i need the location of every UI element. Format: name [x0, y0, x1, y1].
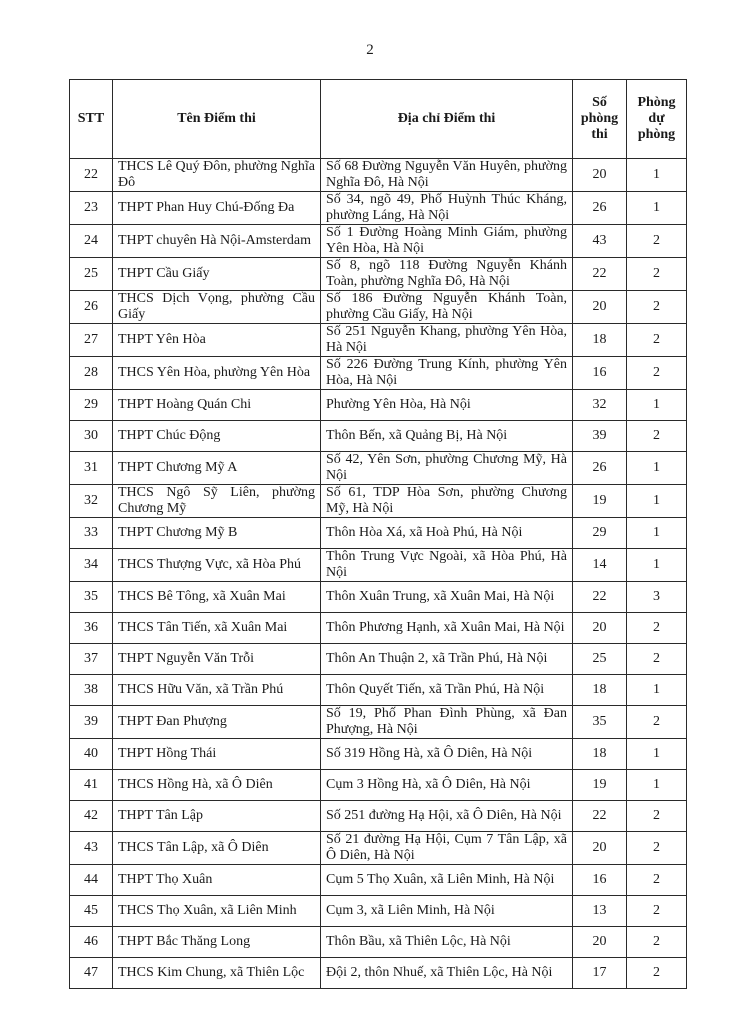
table-row: [70, 291, 687, 324]
cell-spare-rooms: 1: [627, 675, 687, 706]
cell-site-name: THPT Chúc Động: [113, 421, 321, 452]
cell-site-address: Thôn Bến, xã Quảng Bị, Hà Nội: [321, 421, 573, 452]
cell-spare-rooms: 1: [627, 452, 687, 485]
cell-stt: 28: [70, 357, 113, 390]
cell-room-count: 18: [573, 324, 627, 357]
cell-site-address: Cụm 3, xã Liên Minh, Hà Nội: [321, 896, 573, 927]
cell-spare-rooms: 2: [627, 958, 687, 989]
header-room-count: Số phòng thi: [573, 80, 627, 159]
table-row: [70, 927, 687, 958]
cell-spare-rooms: 1: [627, 192, 687, 225]
cell-stt: 37: [70, 644, 113, 675]
cell-room-count: 18: [573, 739, 627, 770]
cell-spare-rooms: 2: [627, 706, 687, 739]
table-body: [70, 159, 687, 989]
cell-site-address: Số 226 Đường Trung Kính, phường Yên Hòa, Hà Nội: [321, 357, 573, 390]
table-row: [70, 225, 687, 258]
cell-site-address: Số 1 Đường Hoàng Minh Giám, phường Yên Hòa, Hà Nội: [321, 225, 573, 258]
cell-room-count: 26: [573, 452, 627, 485]
cell-stt: 38: [70, 675, 113, 706]
cell-site-address: Số 34, ngõ 49, Phố Huỳnh Thúc Kháng, phường Láng, Hà Nội: [321, 192, 573, 225]
table-row: [70, 549, 687, 582]
cell-room-count: 22: [573, 258, 627, 291]
cell-site-name: THPT Bắc Thăng Long: [113, 927, 321, 958]
cell-site-address: Đội 2, thôn Nhuế, xã Thiên Lộc, Hà Nội: [321, 958, 573, 989]
cell-stt: 33: [70, 518, 113, 549]
cell-site-name: THCS Bê Tông, xã Xuân Mai: [113, 582, 321, 613]
cell-spare-rooms: 2: [627, 801, 687, 832]
cell-room-count: 16: [573, 865, 627, 896]
cell-stt: 41: [70, 770, 113, 801]
cell-site-name: THCS Thượng Vực, xã Hòa Phú: [113, 549, 321, 582]
cell-stt: 23: [70, 192, 113, 225]
cell-site-address: Thôn Xuân Trung, xã Xuân Mai, Hà Nội: [321, 582, 573, 613]
cell-site-address: Phường Yên Hòa, Hà Nội: [321, 390, 573, 421]
cell-stt: 26: [70, 291, 113, 324]
cell-room-count: 39: [573, 421, 627, 452]
cell-stt: 32: [70, 485, 113, 518]
cell-room-count: 19: [573, 770, 627, 801]
cell-site-name: THCS Yên Hòa, phường Yên Hòa: [113, 357, 321, 390]
cell-room-count: 26: [573, 192, 627, 225]
cell-room-count: 29: [573, 518, 627, 549]
cell-site-name: THCS Tân Tiến, xã Xuân Mai: [113, 613, 321, 644]
table-row: [70, 801, 687, 832]
cell-spare-rooms: 1: [627, 485, 687, 518]
cell-room-count: 22: [573, 582, 627, 613]
table-row: [70, 518, 687, 549]
cell-site-name: THCS Kim Chung, xã Thiên Lộc: [113, 958, 321, 989]
cell-site-name: THCS Lê Quý Đôn, phường Nghĩa Đô: [113, 159, 321, 192]
cell-site-address: Thôn An Thuận 2, xã Trần Phú, Hà Nội: [321, 644, 573, 675]
cell-stt: 29: [70, 390, 113, 421]
cell-stt: 42: [70, 801, 113, 832]
cell-site-name: THPT Nguyễn Văn Trỗi: [113, 644, 321, 675]
cell-site-name: THPT Phan Huy Chú-Đống Đa: [113, 192, 321, 225]
table-header-row: [70, 80, 687, 159]
header-stt: STT: [70, 80, 113, 159]
table-row: [70, 832, 687, 865]
cell-stt: 31: [70, 452, 113, 485]
cell-stt: 39: [70, 706, 113, 739]
table-row: [70, 452, 687, 485]
table-row: [70, 865, 687, 896]
cell-stt: 27: [70, 324, 113, 357]
cell-stt: 46: [70, 927, 113, 958]
cell-site-address: Thôn Bầu, xã Thiên Lộc, Hà Nội: [321, 927, 573, 958]
cell-site-name: THCS Thọ Xuân, xã Liên Minh: [113, 896, 321, 927]
table-row: [70, 357, 687, 390]
table-row: [70, 770, 687, 801]
table-row: [70, 258, 687, 291]
header-site-address: Địa chỉ Điểm thi: [321, 80, 573, 159]
cell-spare-rooms: 2: [627, 896, 687, 927]
table-row: [70, 485, 687, 518]
cell-stt: 40: [70, 739, 113, 770]
table-row: [70, 896, 687, 927]
cell-spare-rooms: 1: [627, 770, 687, 801]
table-row: [70, 613, 687, 644]
table-row: [70, 958, 687, 989]
cell-room-count: 20: [573, 291, 627, 324]
cell-site-address: Số 68 Đường Nguyễn Văn Huyên, phường Nghĩa Đô, Hà Nội: [321, 159, 573, 192]
cell-spare-rooms: 1: [627, 739, 687, 770]
cell-site-name: THPT Chương Mỹ B: [113, 518, 321, 549]
cell-room-count: 43: [573, 225, 627, 258]
cell-site-name: THPT Cầu Giấy: [113, 258, 321, 291]
table-row: [70, 390, 687, 421]
cell-room-count: 25: [573, 644, 627, 675]
cell-spare-rooms: 2: [627, 258, 687, 291]
cell-spare-rooms: 2: [627, 832, 687, 865]
table-row: [70, 675, 687, 706]
header-spare-rooms: Phòng dự phòng: [627, 80, 687, 159]
cell-spare-rooms: 3: [627, 582, 687, 613]
cell-site-name: THPT Hoàng Quán Chi: [113, 390, 321, 421]
cell-spare-rooms: 1: [627, 549, 687, 582]
cell-room-count: 13: [573, 896, 627, 927]
table-row: [70, 582, 687, 613]
cell-site-address: Thôn Quyết Tiến, xã Trần Phú, Hà Nội: [321, 675, 573, 706]
cell-spare-rooms: 2: [627, 421, 687, 452]
cell-room-count: 14: [573, 549, 627, 582]
cell-site-address: Số 251 Nguyễn Khang, phường Yên Hòa, Hà Nội: [321, 324, 573, 357]
cell-site-name: THCS Hữu Văn, xã Trần Phú: [113, 675, 321, 706]
cell-room-count: 22: [573, 801, 627, 832]
table-row: [70, 324, 687, 357]
cell-stt: 24: [70, 225, 113, 258]
header-site-name: Tên Điểm thi: [113, 80, 321, 159]
cell-spare-rooms: 2: [627, 865, 687, 896]
cell-site-address: Số 19, Phố Phan Đình Phùng, xã Đan Phượng, Hà Nội: [321, 706, 573, 739]
cell-stt: 35: [70, 582, 113, 613]
cell-spare-rooms: 2: [627, 927, 687, 958]
cell-room-count: 18: [573, 675, 627, 706]
cell-site-name: THPT Hồng Thái: [113, 739, 321, 770]
cell-stt: 47: [70, 958, 113, 989]
page-number: 2: [366, 42, 374, 58]
cell-spare-rooms: 2: [627, 357, 687, 390]
cell-spare-rooms: 1: [627, 159, 687, 192]
cell-site-address: Cụm 5 Thọ Xuân, xã Liên Minh, Hà Nội: [321, 865, 573, 896]
table-row: [70, 739, 687, 770]
table-row: [70, 706, 687, 739]
table-row: [70, 159, 687, 192]
cell-site-address: Số 251 đường Hạ Hội, xã Ô Diên, Hà Nội: [321, 801, 573, 832]
cell-site-name: THCS Ngô Sỹ Liên, phường Chương Mỹ: [113, 485, 321, 518]
cell-site-address: Số 8, ngõ 118 Đường Nguyễn Khánh Toàn, phường Nghĩa Đô, Hà Nội: [321, 258, 573, 291]
cell-spare-rooms: 2: [627, 225, 687, 258]
cell-stt: 22: [70, 159, 113, 192]
cell-spare-rooms: 2: [627, 291, 687, 324]
cell-site-address: Số 21 đường Hạ Hội, Cụm 7 Tân Lập, xã Ô Diên, Hà Nội: [321, 832, 573, 865]
cell-stt: 43: [70, 832, 113, 865]
cell-room-count: 19: [573, 485, 627, 518]
exam-sites-table: [69, 79, 687, 989]
cell-site-address: Thôn Phương Hạnh, xã Xuân Mai, Hà Nội: [321, 613, 573, 644]
cell-site-name: THCS Tân Lập, xã Ô Diên: [113, 832, 321, 865]
cell-spare-rooms: 1: [627, 390, 687, 421]
cell-room-count: 20: [573, 159, 627, 192]
cell-site-address: Cụm 3 Hồng Hà, xã Ô Diên, Hà Nội: [321, 770, 573, 801]
cell-stt: 45: [70, 896, 113, 927]
cell-spare-rooms: 2: [627, 324, 687, 357]
cell-site-name: THPT chuyên Hà Nội-Amsterdam: [113, 225, 321, 258]
cell-site-name: THPT Đan Phượng: [113, 706, 321, 739]
cell-site-name: THPT Yên Hòa: [113, 324, 321, 357]
cell-site-address: Thôn Hòa Xá, xã Hoà Phú, Hà Nội: [321, 518, 573, 549]
cell-site-name: THCS Hồng Hà, xã Ô Diên: [113, 770, 321, 801]
cell-spare-rooms: 2: [627, 644, 687, 675]
cell-site-address: Số 42, Yên Sơn, phường Chương Mỹ, Hà Nội: [321, 452, 573, 485]
cell-site-name: THCS Dịch Vọng, phường Cầu Giấy: [113, 291, 321, 324]
cell-site-name: THPT Chương Mỹ A: [113, 452, 321, 485]
cell-room-count: 20: [573, 832, 627, 865]
cell-spare-rooms: 1: [627, 518, 687, 549]
cell-site-address: Số 186 Đường Nguyễn Khánh Toàn, phường Cầu Giấy, Hà Nội: [321, 291, 573, 324]
cell-room-count: 20: [573, 613, 627, 644]
cell-site-address: Thôn Trung Vực Ngoài, xã Hòa Phú, Hà Nội: [321, 549, 573, 582]
cell-stt: 25: [70, 258, 113, 291]
cell-room-count: 20: [573, 927, 627, 958]
cell-site-name: THPT Thọ Xuân: [113, 865, 321, 896]
cell-spare-rooms: 2: [627, 613, 687, 644]
cell-stt: 36: [70, 613, 113, 644]
cell-room-count: 16: [573, 357, 627, 390]
cell-room-count: 17: [573, 958, 627, 989]
cell-stt: 30: [70, 421, 113, 452]
cell-site-address: Số 319 Hồng Hà, xã Ô Diên, Hà Nội: [321, 739, 573, 770]
cell-site-address: Số 61, TDP Hòa Sơn, phường Chương Mỹ, Hà Nội: [321, 485, 573, 518]
cell-stt: 44: [70, 865, 113, 896]
table-row: [70, 421, 687, 452]
cell-room-count: 32: [573, 390, 627, 421]
cell-stt: 34: [70, 549, 113, 582]
table-row: [70, 644, 687, 675]
cell-room-count: 35: [573, 706, 627, 739]
table-row: [70, 192, 687, 225]
cell-site-name: THPT Tân Lập: [113, 801, 321, 832]
